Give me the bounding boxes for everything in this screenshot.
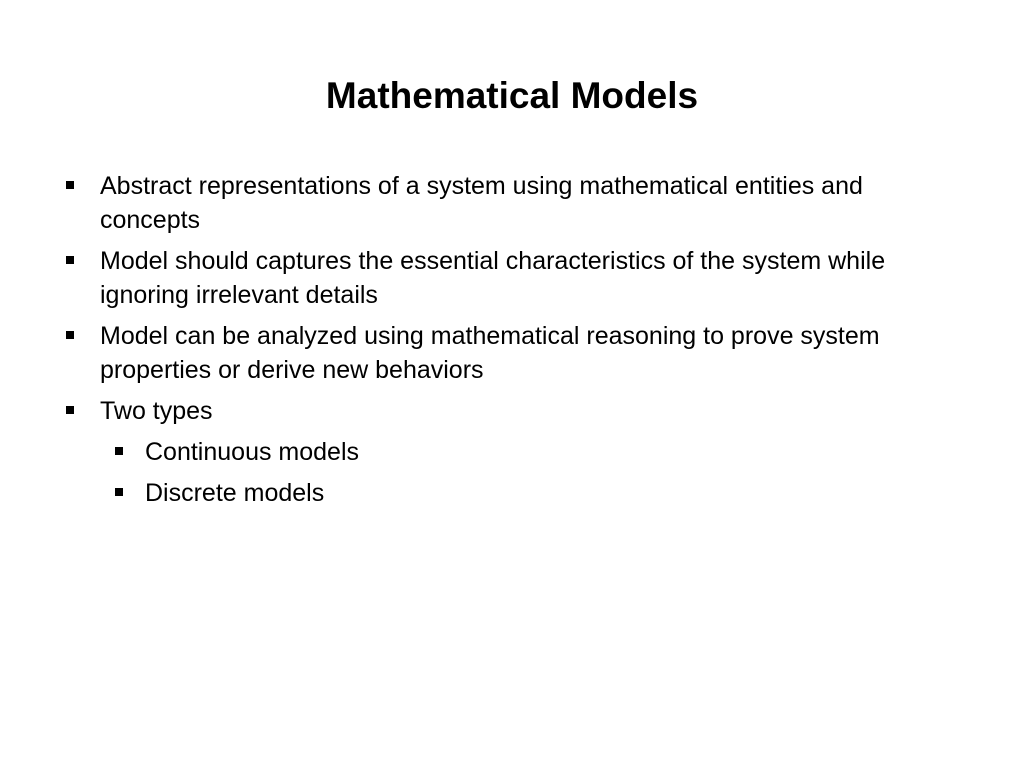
slide-title: Mathematical Models	[325, 75, 699, 116]
bullet-text: Model should captures the essential characteristics of the system while ignoring irrelevant details	[100, 247, 886, 309]
square-bullet-icon	[66, 406, 74, 414]
sub-bullet-item	[145, 435, 925, 469]
square-bullet-icon	[115, 447, 123, 455]
square-bullet-icon	[115, 488, 123, 496]
bullet-text: Abstract representations of a system using mathematical entities and concepts	[100, 172, 863, 234]
bullet-item	[100, 394, 940, 428]
bullet-text: Discrete models	[145, 479, 325, 507]
bullet-item	[100, 319, 940, 387]
sub-bullet-item	[145, 476, 925, 510]
bullet-text: Two types	[100, 397, 213, 425]
bullet-item	[100, 244, 940, 312]
bullet-text: Model can be analyzed using mathematical reasoning to prove system properties or derive new behaviors	[100, 322, 880, 384]
square-bullet-icon	[66, 331, 74, 339]
square-bullet-icon	[66, 181, 74, 189]
bullet-text: Continuous models	[145, 438, 360, 466]
bullet-item	[100, 169, 940, 237]
square-bullet-icon	[66, 256, 74, 264]
